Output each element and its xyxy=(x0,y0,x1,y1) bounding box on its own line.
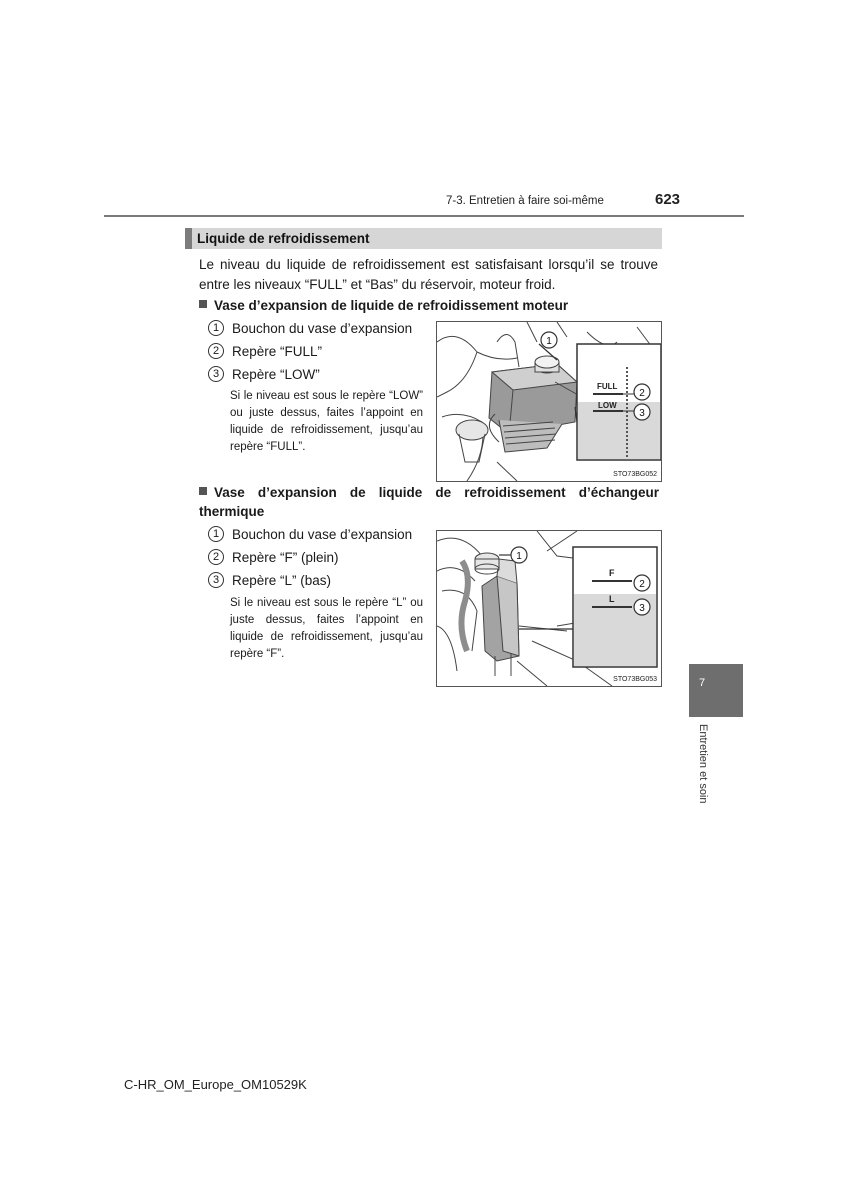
heat-exchanger-illustration xyxy=(437,531,661,686)
figure-callout: 2 xyxy=(639,388,645,399)
figure-callout: 2 xyxy=(639,579,645,590)
callout-number-icon: 1 xyxy=(208,320,224,336)
low-mark-label: LOW xyxy=(598,401,617,410)
engine-item-label: Bouchon du vase d’expansion xyxy=(232,320,413,336)
page-number: 623 xyxy=(655,191,681,208)
engine-reservoir-illustration xyxy=(437,322,661,481)
header-rule xyxy=(104,215,744,217)
full-mark-label: FULL xyxy=(597,382,618,391)
callout-number-icon: 1 xyxy=(208,526,224,542)
heat-exchanger-note: Si le niveau est sous le repère “L” ou juste dessus, faites l’appoint en liquide de refroidissement, jusqu’au repère “F”. xyxy=(230,597,423,660)
section-heading xyxy=(185,228,662,249)
engine-heading-text: Vase d’expansion de liquide de refroidissement moteur xyxy=(214,298,569,313)
chapter-title: Entretien et soin xyxy=(697,724,709,804)
engine-item-label: Repère “LOW” xyxy=(232,366,320,382)
square-bullet-icon xyxy=(199,487,207,495)
figure-callout: 3 xyxy=(639,603,645,614)
figure-code: STO73BG053 xyxy=(613,676,657,683)
callout-number-icon: 3 xyxy=(208,572,224,588)
callout-number-icon: 3 xyxy=(208,366,224,382)
figure-callout: 1 xyxy=(516,551,522,562)
engine-item-2 xyxy=(208,343,322,359)
l-mark-label: L xyxy=(609,594,615,604)
engine-item-1 xyxy=(208,320,412,336)
figure-code: STO73BG052 xyxy=(613,471,657,478)
section-heading-bar xyxy=(185,228,192,249)
engine-item-label: Repère “FULL” xyxy=(232,343,323,359)
engine-item-3 xyxy=(208,366,320,382)
heat-exchanger-heading xyxy=(199,483,659,521)
figure-callout: 1 xyxy=(546,336,552,347)
heat-exchanger-item-label: Repère “F” (plein) xyxy=(232,549,339,565)
footer-document-code: C-HR_OM_Europe_OM10529K xyxy=(124,1077,307,1092)
callout-number-icon: 2 xyxy=(208,343,224,359)
intro-paragraph: Le niveau du liquide de refroidissement est satisfaisant lorsqu’il se trouve entre les niveaux “FULL” et “Bas” du réservoir, moteur froid. xyxy=(199,257,658,292)
heat-exchanger-item-label: Repère “L” (bas) xyxy=(232,572,332,588)
running-header-section: 7-3. Entretien à faire soi-même xyxy=(446,195,604,207)
section-title: Liquide de refroidissement xyxy=(197,231,370,246)
engine-note: Si le niveau est sous le repère “LOW” ou juste dessus, faites l’appoint en liquide de refroidissement, jusqu’au repère “FULL”. xyxy=(230,390,423,453)
f-mark-label: F xyxy=(609,568,615,578)
heat-exchanger-item-label: Bouchon du vase d’expansion xyxy=(232,526,413,542)
heat-exchanger-heading-text: Vase d’expansion de liquide de refroidissement d’échangeur thermique xyxy=(199,485,659,519)
figure-callout: 3 xyxy=(639,408,645,419)
engine-reservoir-figure xyxy=(436,321,662,482)
heat-exchanger-item-3 xyxy=(208,572,331,588)
engine-reservoir-heading xyxy=(199,296,659,315)
callout-number-icon: 2 xyxy=(208,549,224,565)
heat-exchanger-item-1 xyxy=(208,526,412,542)
heat-exchanger-item-2 xyxy=(208,549,339,565)
chapter-tab xyxy=(689,664,743,717)
chapter-number: 7 xyxy=(699,677,706,689)
heat-exchanger-figure xyxy=(436,530,662,687)
square-bullet-icon xyxy=(199,300,207,308)
